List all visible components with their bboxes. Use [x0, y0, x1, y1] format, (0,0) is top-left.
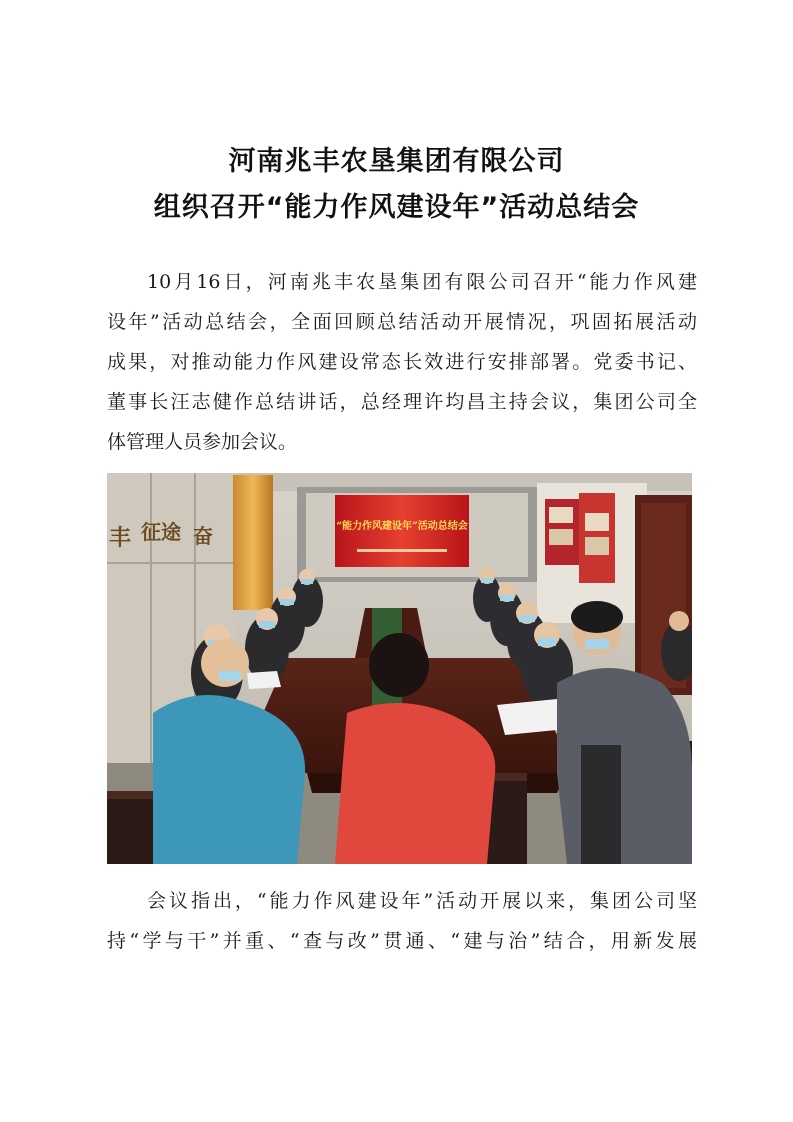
title-line-1: 河南兆丰农垦集团有限公司	[228, 146, 565, 177]
paragraph-line: 体管理人员参加会议。	[107, 431, 298, 453]
paragraph-line: 10月16日，河南兆丰农垦集团有限公司召开“能力作风建	[147, 271, 697, 293]
svg-text:丰: 丰	[109, 525, 132, 551]
paragraph-line: 设年”活动总结会，全面回顾总结活动开展情况，巩固拓展活动	[107, 311, 697, 333]
paragraph-line: 董事长汪志健作总结讲话，总经理许均昌主持会议，集团公司全	[107, 391, 697, 413]
screen-title: “能力作风建设年”活动总结会	[336, 521, 468, 532]
paragraph-2	[107, 881, 697, 961]
meeting-photo	[107, 473, 692, 864]
paragraph-line: 成果，对推动能力作风建设常态长效进行安排部署。党委书记、	[107, 351, 697, 373]
title-line-2: 组织召开“能力作风建设年”活动总结会	[153, 192, 640, 223]
paragraph-1	[107, 262, 697, 462]
svg-text:奋: 奋	[193, 524, 213, 548]
paragraph-line: 持“学与干”并重、“查与改”贯通、“建与治”结合，用新发展	[107, 930, 697, 952]
svg-text:征途: 征途	[141, 520, 181, 544]
paragraph-line: 会议指出，“能力作风建设年”活动开展以来，集团公司坚	[147, 890, 697, 912]
